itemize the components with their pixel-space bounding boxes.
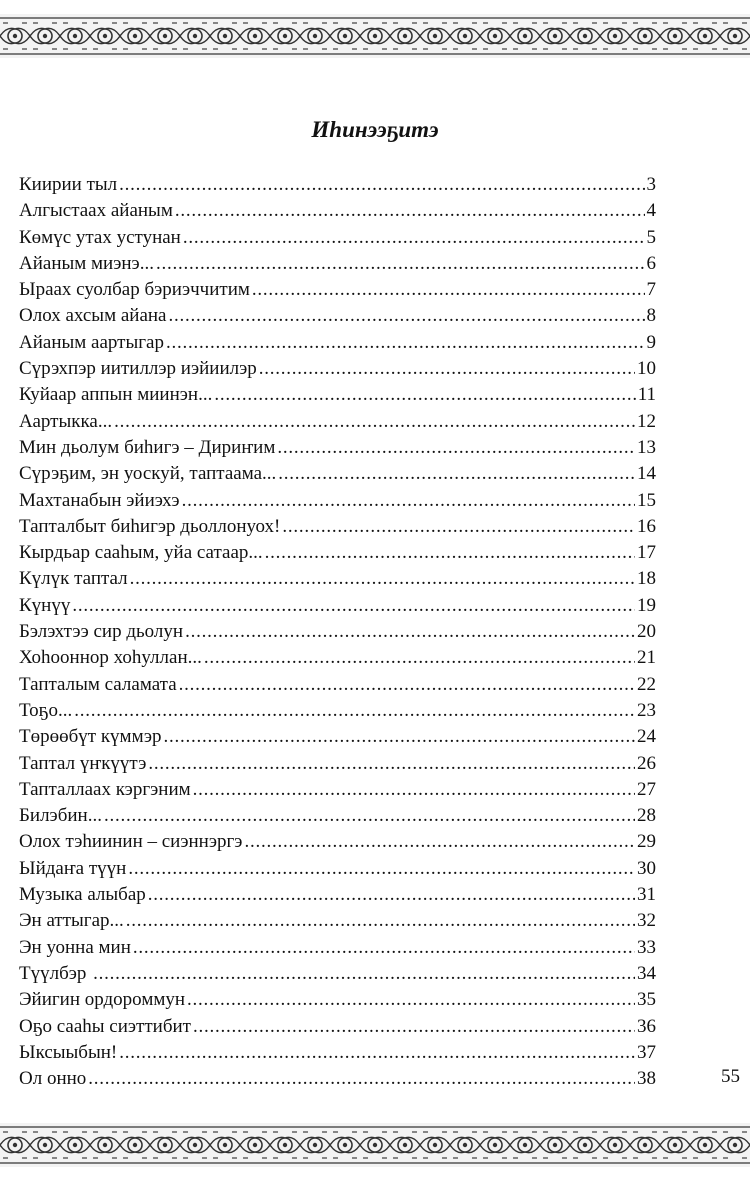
toc-entry [19,593,656,619]
toc-entry [19,435,656,461]
toc-entry-title: Эн аттыгар... [19,910,124,932]
toc-dot-leader [130,566,635,592]
toc-dot-leader [148,882,635,908]
toc-entry-page: 12 [637,410,656,432]
toc-entry-page: 22 [637,673,656,695]
ornamental-border-top [0,14,750,58]
toc-entry-title: Ыксыыбын! [19,1041,118,1063]
toc-dot-leader [252,277,645,303]
toc-entry-title: Айаным аартыгар [19,331,164,353]
toc-entry-page: 37 [637,1041,656,1063]
toc-entry [19,1014,656,1040]
toc-entry [19,382,656,408]
toc-entry-page: 26 [637,752,656,774]
toc-entry-page: 23 [637,699,656,721]
toc-entry-title: Оҕо сааhы сиэттибит [19,1015,191,1037]
toc-entry-title: Мин дьолум биhигэ – Дириҥим [19,436,276,458]
toc-entry-title: Күнүү [19,594,71,616]
toc-dot-leader [164,724,636,750]
toc-entry-title: Сүрэҕим, эн уоскуй, таптаама... [19,463,277,485]
toc-entry [19,961,656,987]
toc-entry-page: 32 [637,910,656,932]
toc-entry [19,566,656,592]
toc-entry [19,540,656,566]
toc-entry-page: 35 [637,989,656,1011]
toc-entry [19,935,656,961]
toc-entry-page: 3 [646,174,656,195]
toc-entry [19,1066,656,1092]
toc-dot-leader [282,514,635,540]
toc-dot-leader [119,172,644,198]
toc-dot-leader [175,198,645,224]
toc-entry-page: 6 [646,252,656,274]
toc-entry-title: Олох ахсым айана [19,305,167,327]
toc-entry-title: Айаным миэнэ... [19,252,154,274]
toc-entry-title: Тоҕо... [19,699,73,721]
ornament-pattern-top [0,14,750,58]
toc-entry-title: Киирии тыл [19,174,118,195]
toc-entry-title: Эйигин ордороммун [19,989,186,1011]
toc-entry-title: Тапталым саламата [19,673,177,695]
toc-dot-leader [277,435,635,461]
toc-entry-title: Таптал үҥкүүтэ [19,752,147,774]
toc-dot-leader [133,935,635,961]
toc-entry-page: 11 [637,384,656,406]
toc-dot-leader [183,225,645,251]
toc-entry [19,908,656,934]
toc-entry-page: 17 [637,542,656,564]
toc-entry-page: 16 [637,515,656,537]
toc-entry-page: 36 [637,1015,656,1037]
toc-entry-title: Тапталбыт биhигэр дьоллонуох! [19,515,281,537]
toc-dot-leader [72,593,635,619]
toc-entry-page: 33 [637,936,656,958]
toc-entry-page: 7 [646,279,656,301]
toc-dot-leader [128,856,635,882]
toc-dot-leader [126,908,635,934]
toc-entry-page: 8 [646,305,656,327]
toc-dot-leader [193,777,635,803]
toc-entry-page: 28 [637,805,656,827]
toc-entry-page: 14 [637,463,656,485]
ornament-pattern-bottom [0,1123,750,1167]
toc-dot-leader [104,803,635,829]
toc-entry-title: Түүлбэр [19,962,92,984]
toc-entry [19,724,656,750]
toc-dot-leader [168,303,644,329]
toc-entry-page: 29 [637,831,656,853]
toc-entry-title: Ол онно [19,1068,87,1090]
toc-dot-leader [193,1014,635,1040]
toc-entry-page: 13 [637,436,656,458]
toc-entry-title: Хоhооннор хоhуллан... [19,647,202,669]
toc-entry-page: 34 [637,962,656,984]
toc-entry [19,672,656,698]
toc-dot-leader [204,645,635,671]
page-number: 55 [721,1066,740,1087]
toc-entry-title: Махтанабын эйиэхэ [19,489,180,511]
toc-entry [19,225,656,251]
toc-entry [19,829,656,855]
toc-entry-title: Эн уонна мин [19,936,131,958]
toc-dot-leader [244,829,635,855]
toc-entry [19,488,656,514]
toc-dot-leader [179,672,635,698]
toc-entry-title: Ыраах суолбар бэриэччитим [19,279,250,301]
toc-entry-page: 9 [646,331,656,353]
toc-entry [19,303,656,329]
toc-entry-page: 5 [646,226,656,248]
toc-entry [19,356,656,382]
toc-entry [19,172,656,198]
toc-entry [19,803,656,829]
toc-dot-leader [148,751,635,777]
toc-entry-title: Көмүс утах устунан [19,226,181,248]
toc-entry-page: 19 [637,594,656,616]
toc-entry [19,277,656,303]
toc-entry-title: Төрөөбүт күммэр [19,726,162,748]
toc-dot-leader [278,461,635,487]
toc-entry [19,856,656,882]
toc-dot-leader [166,330,645,356]
toc-entry-page: 31 [637,884,656,906]
toc-dot-leader [214,382,635,408]
toc-entry [19,330,656,356]
toc-dot-leader [119,1040,635,1066]
toc-entry-title: Аартыкка... [19,410,113,432]
toc-entry-title: Билэбин... [19,805,102,827]
toc-entry-page: 21 [637,647,656,669]
toc-entry-page: 30 [637,857,656,879]
toc-entry-page: 4 [646,200,656,222]
toc-dot-leader [156,251,645,277]
toc-entry [19,461,656,487]
toc-entry-title: Сүрэхпэр иитиллэр иэйиилэр [19,358,257,380]
page-title: Иhинээҕитэ [311,117,439,142]
toc-entry-title: Олох тэhиинин – сиэннэргэ [19,831,243,853]
toc-entry-page: 18 [637,568,656,590]
toc-entry-title: Музыка алыбар [19,884,146,906]
toc-entry-page: 10 [637,358,656,380]
toc-entry [19,777,656,803]
toc-entry-page: 24 [637,726,656,748]
toc-dot-leader [259,356,635,382]
toc-entry-title: Ыйдаҥа түүн [19,857,127,879]
toc-entry [19,698,656,724]
toc-entry [19,987,656,1013]
toc-entry [19,514,656,540]
toc-entry-title: Куйаар аппын миинэн... [19,384,213,406]
toc-dot-leader [185,619,635,645]
toc-entry [19,251,656,277]
toc-dot-leader [88,1066,635,1092]
table-of-contents [19,172,656,1092]
toc-dot-leader [74,698,635,724]
toc-entry [19,751,656,777]
toc-dot-leader [114,409,635,435]
toc-entry-page: 27 [637,778,656,800]
toc-entry-title: Кырдьар сааhым, уйа сатаар... [19,542,263,564]
toc-dot-leader [187,987,635,1013]
ornamental-border-bottom [0,1123,750,1167]
toc-dot-leader [265,540,635,566]
toc-dot-leader [93,961,635,987]
toc-entry [19,1040,656,1066]
toc-entry [19,882,656,908]
toc-entry-title: Алгыстаах айаным [19,200,173,222]
toc-dot-leader [182,488,635,514]
toc-entry [19,409,656,435]
toc-entry [19,198,656,224]
toc-entry-page: 15 [637,489,656,511]
toc-entry-title: Күлүк таптал [19,568,128,590]
toc-entry [19,645,656,671]
toc-entry-title: Тапталлаах кэргэним [19,778,191,800]
toc-entry-page: 20 [637,621,656,643]
toc-entry-page: 38 [637,1068,656,1090]
toc-entry-title: Бэлэхтээ сир дьолун [19,621,184,643]
toc-entry [19,619,656,645]
